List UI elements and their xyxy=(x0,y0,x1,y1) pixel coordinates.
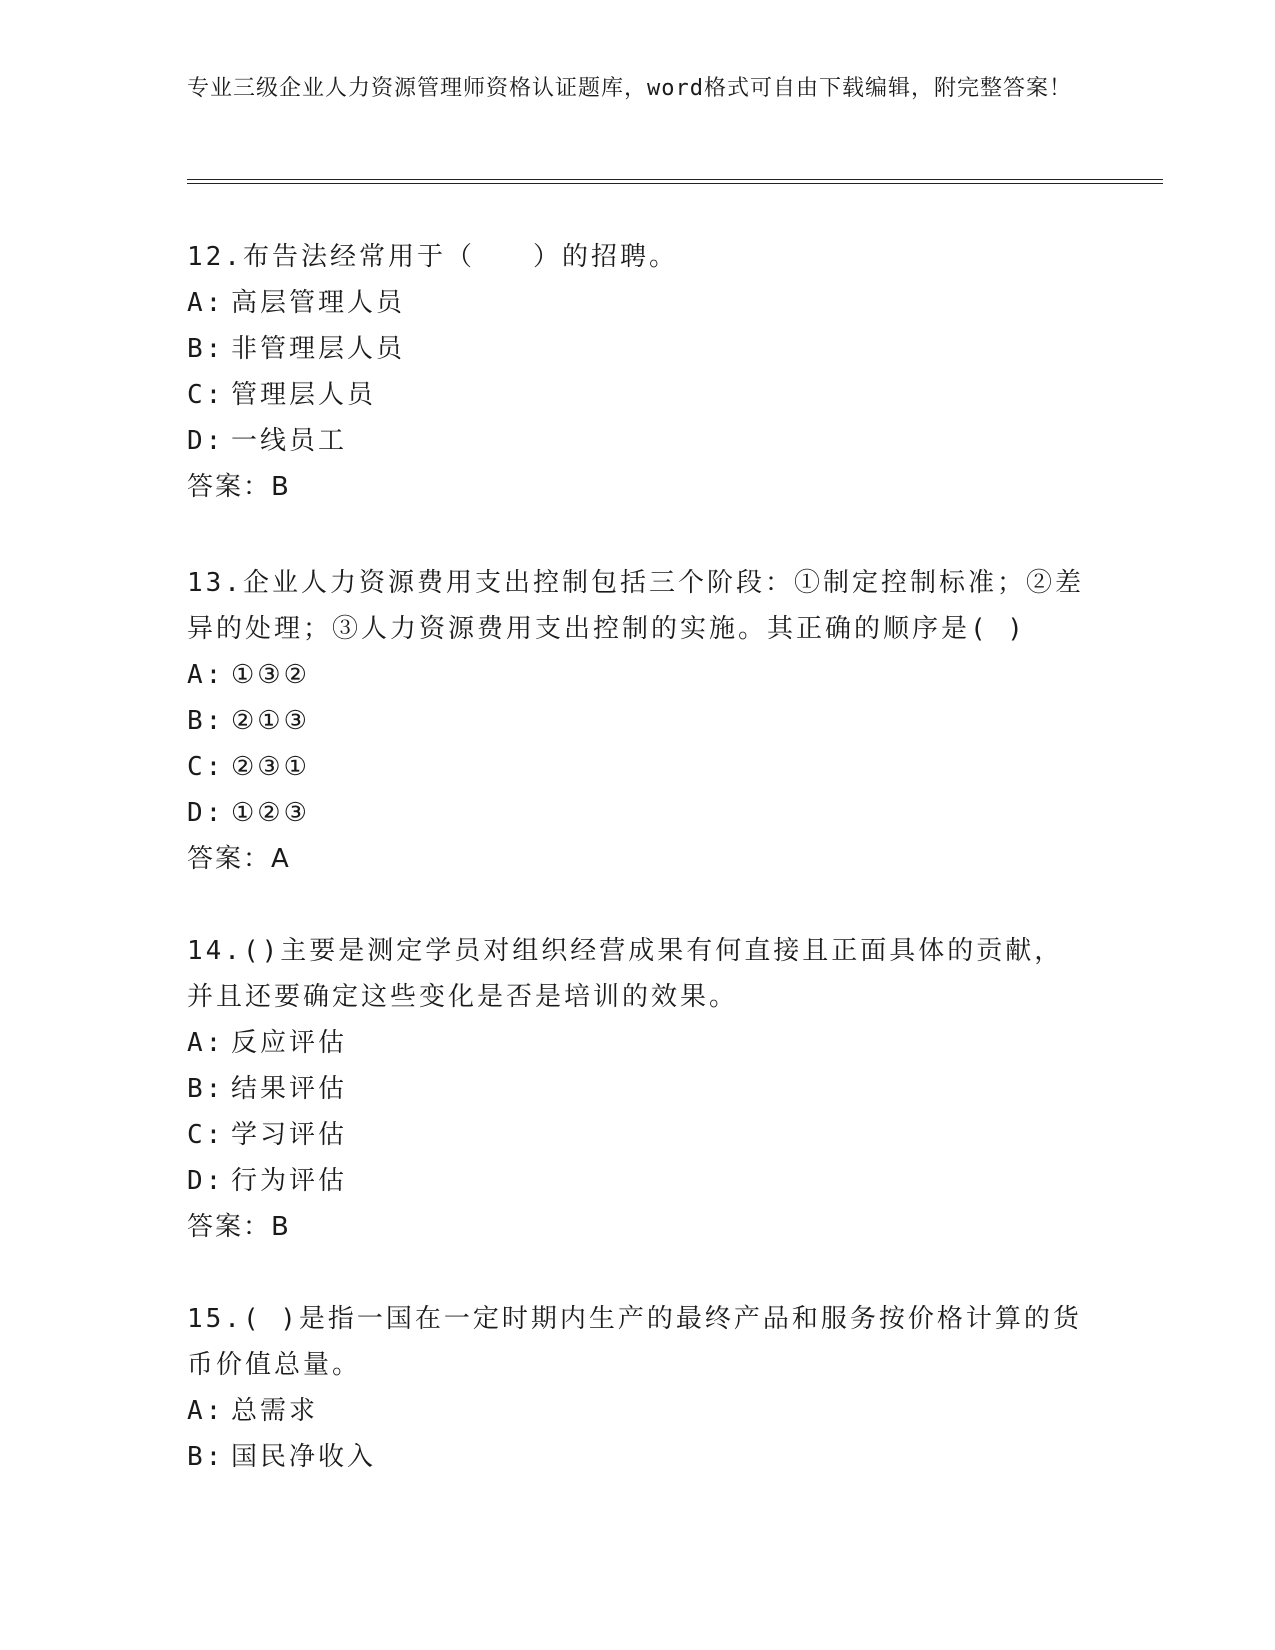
question-13 xyxy=(187,560,1087,882)
option-a xyxy=(187,1388,1087,1434)
option-key: B: xyxy=(187,1442,225,1472)
option-b xyxy=(187,326,1087,372)
option-text: 一线员工 xyxy=(231,426,348,456)
option-key: A: xyxy=(187,1028,225,1058)
option-text: ①②③ xyxy=(231,798,310,828)
option-c xyxy=(187,372,1087,418)
option-d xyxy=(187,790,1087,836)
answer-line: 答案：B xyxy=(187,472,291,502)
option-key: C: xyxy=(187,1120,225,1150)
option-key: D: xyxy=(187,426,225,456)
option-key: B: xyxy=(187,706,225,736)
option-c xyxy=(187,1112,1087,1158)
option-text: 行为评估 xyxy=(231,1166,348,1196)
header-divider-top xyxy=(187,179,1163,180)
option-text: ②①③ xyxy=(231,706,310,736)
question-stem: 14.()主要是测定学员对组织经营成果有何直接且正面具体的贡献，并且还要确定这些变化是否是培训的效果。 xyxy=(187,936,1064,1012)
option-key: A: xyxy=(187,288,225,318)
option-text: 非管理层人员 xyxy=(231,334,406,364)
option-key: C: xyxy=(187,752,225,782)
answer-line: 答案：B xyxy=(187,1212,291,1242)
option-key: A: xyxy=(187,1396,225,1426)
option-text: 反应评估 xyxy=(231,1028,348,1058)
option-a xyxy=(187,652,1087,698)
answer-line: 答案：A xyxy=(187,844,291,874)
question-14 xyxy=(187,928,1087,1250)
option-key: A: xyxy=(187,660,225,690)
option-text: 国民净收入 xyxy=(231,1442,377,1472)
option-key: B: xyxy=(187,334,225,364)
option-text: 管理层人员 xyxy=(231,380,377,410)
question-15 xyxy=(187,1296,1087,1480)
option-key: B: xyxy=(187,1074,225,1104)
option-a xyxy=(187,280,1087,326)
question-12 xyxy=(187,234,1087,510)
option-text: ②③① xyxy=(231,752,310,782)
option-key: D: xyxy=(187,1166,225,1196)
option-b xyxy=(187,1434,1087,1480)
question-stem: 12.布告法经常用于（ ）的招聘。 xyxy=(187,242,678,272)
question-stem: 13.企业人力资源费用支出控制包括三个阶段：①制定控制标准；②差异的处理；③人力资源费用支出控制的实施。其正确的顺序是( ) xyxy=(187,568,1084,644)
document-header: 专业三级企业人力资源管理师资格认证题库，word格式可自由下载编辑，附完整答案！ xyxy=(187,76,1072,101)
option-text: 高层管理人员 xyxy=(231,288,406,318)
option-d xyxy=(187,418,1087,464)
option-a xyxy=(187,1020,1087,1066)
question-stem: 15.( )是指一国在一定时期内生产的最终产品和服务按价格计算的货币价值总量。 xyxy=(187,1304,1082,1380)
option-key: C: xyxy=(187,380,225,410)
option-text: ①③② xyxy=(231,660,310,690)
header-divider-bottom xyxy=(187,183,1163,184)
option-text: 总需求 xyxy=(231,1396,319,1426)
option-d xyxy=(187,1158,1087,1204)
option-key: D: xyxy=(187,798,225,828)
option-b xyxy=(187,1066,1087,1112)
option-c xyxy=(187,744,1087,790)
option-text: 学习评估 xyxy=(231,1120,348,1150)
option-b xyxy=(187,698,1087,744)
option-text: 结果评估 xyxy=(231,1074,348,1104)
